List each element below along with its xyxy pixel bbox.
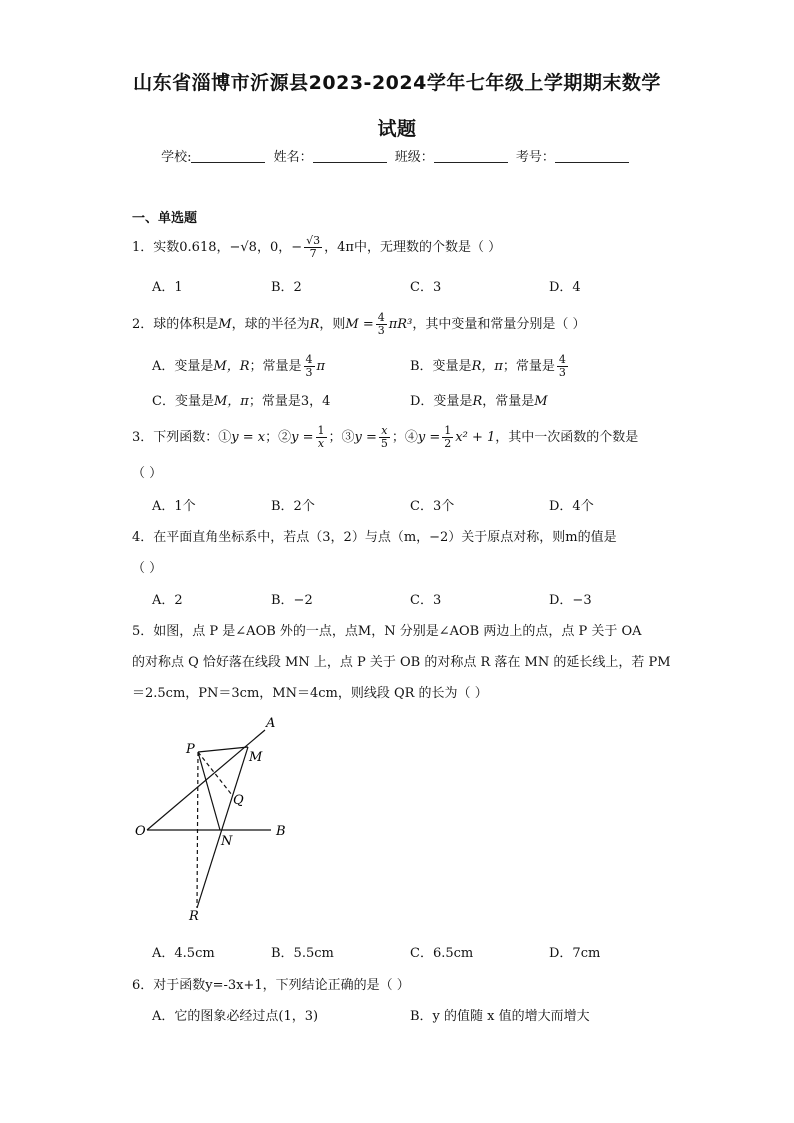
q3-option-a[interactable]: A．1个	[152, 499, 196, 514]
q1-option-c[interactable]: C．3	[410, 280, 442, 295]
segment-PQ	[198, 752, 232, 795]
label-P: P	[186, 742, 195, 757]
q4-answer-paren: （ ）	[132, 561, 163, 576]
q4-option-c[interactable]: C．3	[410, 593, 442, 608]
q5-option-b[interactable]: B．5.5cm	[271, 946, 334, 961]
segment-MR	[197, 747, 248, 908]
q5-option-a[interactable]: A．4.5cm	[152, 946, 215, 961]
q2-option-b[interactable]: B．变量是R，π；常量是 $\frac{4}{3}$	[410, 353, 566, 379]
label-O: O	[135, 824, 146, 839]
segment-PN	[198, 752, 220, 830]
question-5-line2: 的对称点 Q 恰好落在线段 MN 上，点 P 关于 OB 的对称点 R 落在 MN 的延长线上，若 PM	[132, 655, 671, 670]
school-blank[interactable]	[191, 149, 265, 163]
question-1: 1．实数0.618，−√8，0，− $\frac{√3}{7}$ ，4π中，无理数的个数是（ ）	[132, 234, 502, 260]
q3-option-c[interactable]: C．3个	[410, 499, 455, 514]
question-4: 4．在平面直角坐标系中，若点（3，2）与点（m，−2）关于原点对称，则m的值是	[132, 530, 617, 545]
class-blank[interactable]	[434, 149, 508, 163]
label-R: R	[189, 909, 199, 924]
q5-option-d[interactable]: D．7cm	[549, 946, 601, 961]
fraction-sqrt3-over-7: $\frac{√3}{7}$	[306, 234, 321, 260]
q4-option-d[interactable]: D．−3	[549, 593, 592, 608]
question-6: 6．对于函数y=-3x+1，下列结论正确的是（ ）	[132, 978, 410, 993]
q3-option-d[interactable]: D．4个	[549, 499, 594, 514]
question-3: 3．下列函数：①y = x；②y = $\frac{1}{x}$ ；③y = $\frac{x}{5}$ ；④y = $\frac{1}{2}$ x² + 1，其中一次函数的个数是	[132, 424, 639, 450]
name-blank[interactable]	[313, 149, 387, 163]
number-blank[interactable]	[555, 149, 629, 163]
q1-option-b[interactable]: B．2	[271, 280, 302, 295]
q5-geometry-figure	[125, 710, 305, 930]
q2-option-c[interactable]: C．变量是M，π；常量是3，4	[152, 394, 331, 409]
q1-option-a[interactable]: A．1	[152, 280, 183, 295]
name-label: 姓名：	[273, 150, 313, 165]
label-Q: Q	[233, 793, 244, 808]
label-M: M	[249, 750, 263, 765]
segment-PR	[197, 752, 198, 908]
q2-option-d[interactable]: D．变量是R，常量是M	[410, 394, 548, 409]
q2-option-a[interactable]: A．变量是M，R；常量是 $\frac{4}{3}$ π	[152, 353, 326, 379]
label-N: N	[221, 834, 233, 849]
question-2: 2．球的体积是M，球的半径为R，则M = $\frac{4}{3}$ πR³，其中变量和常量分别是（ ）	[132, 311, 586, 337]
q6-option-a[interactable]: A．它的图象必经过点(1，3)	[152, 1009, 319, 1024]
school-label: 学校:	[161, 150, 192, 165]
exam-title-line1: 山东省淄博市沂源县2023-2024学年七年级上学期期末数学	[133, 72, 661, 94]
q4-option-a[interactable]: A．2	[152, 593, 183, 608]
q1-option-d[interactable]: D．4	[549, 280, 581, 295]
label-A: A	[266, 716, 276, 731]
question-5-line3: ＝2.5cm，PN＝3cm，MN＝4cm，则线段 QR 的长为（ ）	[132, 686, 488, 701]
exam-title-line2: 试题	[377, 118, 417, 140]
fraction-4-over-3: $\frac{4}{3}$	[377, 311, 385, 337]
q5-option-c[interactable]: C．6.5cm	[410, 946, 474, 961]
student-info-row	[0, 146, 794, 165]
class-label: 班级：	[394, 150, 434, 165]
label-B: B	[276, 824, 286, 839]
q6-option-b[interactable]: B．y 的值随 x 值的增大而增大	[410, 1009, 590, 1024]
q3-option-b[interactable]: B．2个	[271, 499, 315, 514]
number-label: 考号：	[515, 150, 555, 165]
question-5-line1: 5．如图，点 P 是∠AOB 外的一点，点M，N 分别是∠AOB 两边上的点，点 P 关于 OA	[132, 624, 642, 639]
section-heading: 一、单选题	[132, 211, 198, 226]
q3-answer-paren: （ ）	[132, 466, 163, 481]
q4-option-b[interactable]: B．−2	[271, 593, 313, 608]
